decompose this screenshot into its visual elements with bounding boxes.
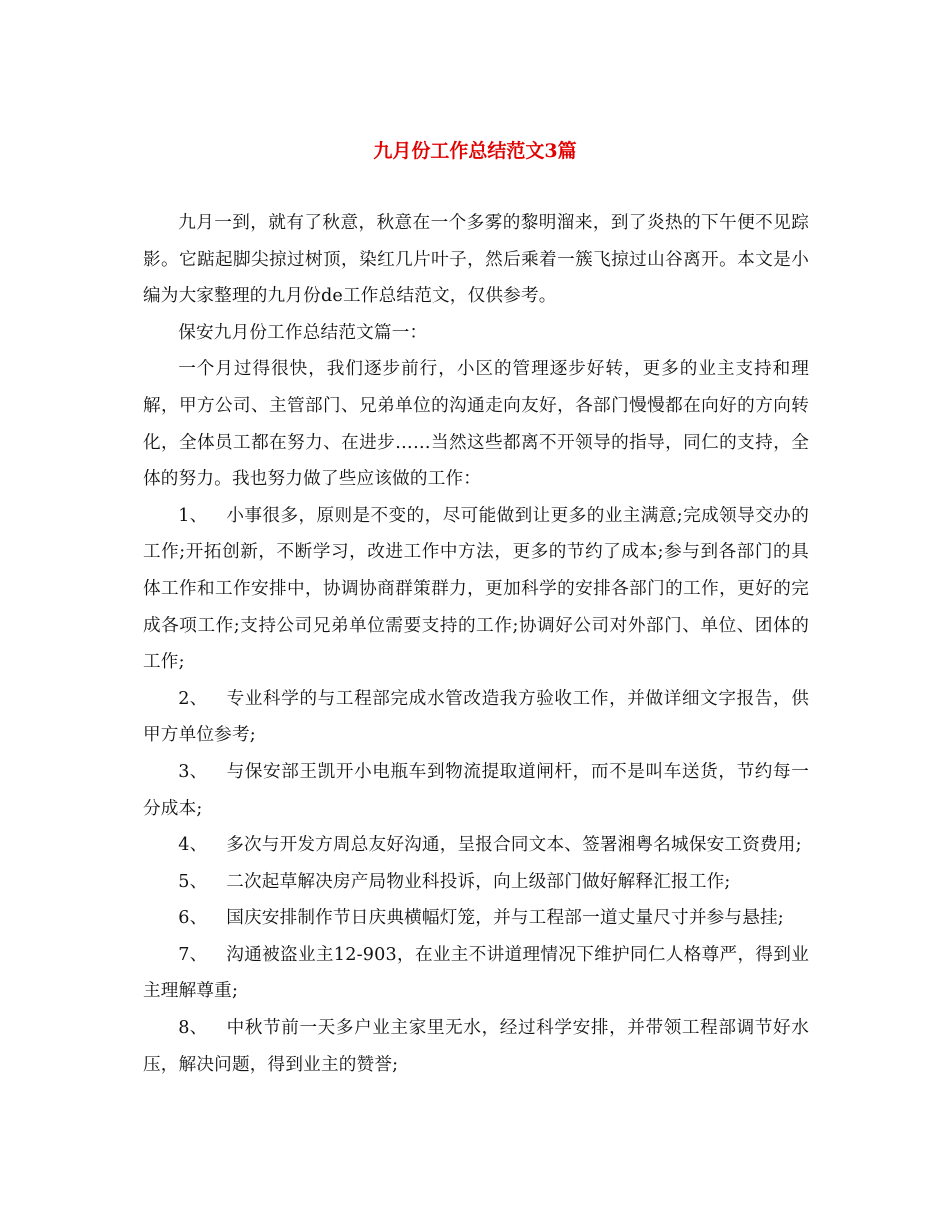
- list-item: [143, 681, 809, 754]
- list-item-text: 多次与开发方周总友好沟通，呈报合同文本、签署湘粤名城保安工资费用;: [226, 835, 802, 856]
- list-item-text: 与保安部王凯开小电瓶车到物流提取道闸杆，而不是叫车送货，节约每一分成本;: [143, 761, 809, 819]
- list-item: [143, 827, 809, 864]
- document-title: 九月份工作总结范文3篇: [373, 140, 577, 162]
- list-item-text: 专业科学的与工程部完成水管改造我方验收工作，并做详细文字报告，供甲方单位参考;: [143, 688, 809, 746]
- list-item: [143, 498, 809, 681]
- list-item-number: 5、: [178, 871, 208, 892]
- list-item-number: 1、: [178, 505, 208, 526]
- list-item-text: 沟通被盗业主12-903，在业主不讲道理情况下维护同仁人格尊严，得到业主理解尊重;: [143, 944, 809, 1002]
- list-item-text: 国庆安排制作节日庆典横幅灯笼，并与工程部一道丈量尺寸并参与悬挂;: [226, 908, 784, 929]
- list-item-text: 小事很多，原则是不变的，尽可能做到让更多的业主满意;完成领导交办的工作;开拓创新，不断学习，改进工作中方法，更多的节约了成本;参与到各部门的具体工作和工作安排中，协调协商群策群力，更加科学的安排各部门的工作，更好的完成各项工作;支持公司兄弟单位需要支持的工作;协调好公司对外部门、单位、团体的工作;: [143, 505, 809, 673]
- list-item-number: 6、: [178, 908, 208, 929]
- list-item-number: 3、: [178, 761, 208, 782]
- list-item-text: 二次起草解决房产局物业科投诉，向上级部门做好解释汇报工作;: [226, 871, 731, 892]
- list-item: [143, 754, 809, 827]
- list-item-number: 8、: [178, 1018, 208, 1039]
- opening-paragraph: 一个月过得很快，我们逐步前行，小区的管理逐步好转，更多的业主支持和理解，甲方公司、主管部门、兄弟单位的沟通走向友好，各部门慢慢都在向好的方向转化，全体员工都在努力、在进步……当然这些都离不开领导的指导，同仁的支持，全体的努力。我也努力做了些应该做的工作：: [143, 359, 809, 490]
- document-body: [143, 205, 809, 1083]
- list-item: [143, 900, 809, 937]
- list-item-number: 2、: [178, 688, 208, 709]
- list-item: [143, 937, 809, 1010]
- list-item: [143, 864, 809, 901]
- list-item-text: 中秋节前一天多户业主家里无水，经过科学安排，并带领工程部调节好水压，解决问题，得到业主的赞誉;: [143, 1018, 809, 1075]
- section-heading: 保安九月份工作总结范文篇一：: [178, 322, 428, 343]
- list-item: [143, 1010, 809, 1083]
- list-item-number: 4、: [178, 835, 208, 856]
- intro-paragraph: 九月一到，就有了秋意，秋意在一个多雾的黎明溜来，到了炎热的下午便不见踪影。它踮起脚尖掠过树顶，染红几片叶子，然后乘着一簇飞掠过山谷离开。本文是小编为大家整理的九月份de工作总结范文，仅供参考。: [143, 213, 809, 307]
- list-item-number: 7、: [178, 944, 208, 965]
